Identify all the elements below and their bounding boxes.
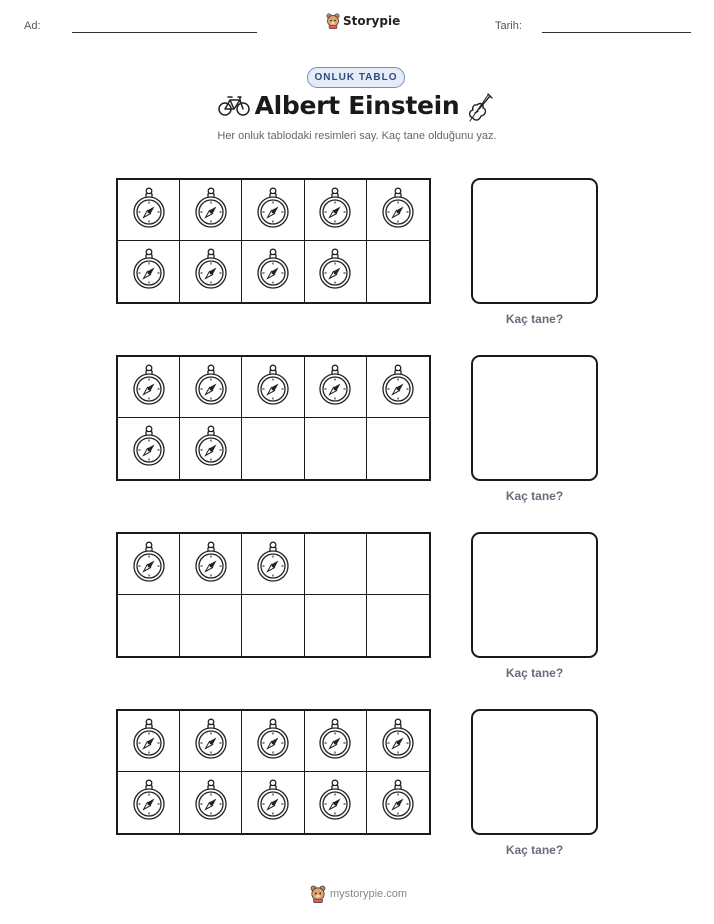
ten-frame	[116, 178, 431, 304]
ten-frame-cell	[305, 772, 367, 833]
bear-mascot-icon	[310, 885, 326, 903]
compass-icon	[194, 541, 228, 588]
ten-frame-cell	[367, 357, 429, 418]
compass-icon	[132, 187, 166, 234]
brand-logo	[326, 13, 400, 29]
ten-frame-cell	[242, 534, 304, 595]
compass-icon	[256, 187, 290, 234]
compass-icon	[132, 718, 166, 765]
name-line[interactable]	[72, 32, 257, 33]
ten-frame-cell	[180, 711, 242, 772]
compass-icon	[381, 779, 415, 826]
compass-icon	[256, 364, 290, 411]
ten-frame-cell	[118, 534, 180, 595]
compass-icon	[132, 248, 166, 295]
ten-frame-cell	[305, 595, 367, 656]
ten-frame-cell	[180, 772, 242, 833]
ten-frame-cell	[305, 711, 367, 772]
compass-icon	[256, 779, 290, 826]
compass-icon	[132, 364, 166, 411]
ten-frame-cell	[180, 595, 242, 656]
compass-icon	[318, 187, 352, 234]
answer-label: Kaç tane?	[505, 312, 564, 326]
ten-frame-cell	[242, 711, 304, 772]
ten-frame	[116, 532, 431, 658]
compass-icon	[381, 187, 415, 234]
compass-icon	[194, 425, 228, 472]
ten-frame-cell	[180, 534, 242, 595]
ten-frame-cell	[118, 180, 180, 241]
ten-frame-cell	[367, 772, 429, 833]
ten-frame-cell	[305, 534, 367, 595]
answer-box[interactable]	[471, 355, 598, 481]
ten-frame-cell	[367, 180, 429, 241]
compass-icon	[194, 248, 228, 295]
answer-box[interactable]	[471, 709, 598, 835]
ten-frame-cell	[367, 711, 429, 772]
ten-frame-cell	[305, 357, 367, 418]
compass-icon	[194, 187, 228, 234]
ten-frame-cell	[242, 357, 304, 418]
ten-frame-cell	[242, 418, 304, 479]
name-label: Ad:	[24, 20, 41, 32]
compass-icon	[318, 364, 352, 411]
ten-frame	[116, 355, 431, 481]
compass-icon	[381, 364, 415, 411]
answer-label: Kaç tane?	[505, 489, 564, 503]
compass-icon	[256, 718, 290, 765]
ten-frame-cell	[118, 595, 180, 656]
ten-frame-cell	[305, 241, 367, 302]
date-label: Tarih:	[495, 20, 522, 32]
compass-icon	[318, 718, 352, 765]
ten-frame-cell	[180, 418, 242, 479]
ten-frame-cell	[242, 241, 304, 302]
ten-frame-cell	[118, 241, 180, 302]
ten-frame	[116, 709, 431, 835]
answer-box[interactable]	[471, 178, 598, 304]
ten-frame-cell	[118, 772, 180, 833]
ten-frame-cell	[367, 241, 429, 302]
instructions: Her onluk tablodaki resimleri say. Kaç tane olduğunu yaz.	[217, 130, 497, 142]
ten-frame-cell	[242, 180, 304, 241]
compass-icon	[132, 779, 166, 826]
ten-frame-cell	[367, 534, 429, 595]
ten-frame-cell	[242, 595, 304, 656]
compass-icon	[256, 541, 290, 588]
bear-mascot-icon	[326, 13, 340, 29]
ten-frame-cell	[180, 357, 242, 418]
page-title: Albert Einstein	[254, 91, 460, 120]
compass-icon	[256, 248, 290, 295]
compass-icon	[132, 425, 166, 472]
compass-icon	[194, 718, 228, 765]
ten-frame-cell	[305, 180, 367, 241]
compass-icon	[132, 541, 166, 588]
compass-icon	[194, 779, 228, 826]
ten-frame-cell	[367, 595, 429, 656]
ten-frame-cell	[367, 418, 429, 479]
brand-name: Storypie	[343, 14, 401, 28]
compass-icon	[194, 364, 228, 411]
ten-frame-cell	[180, 241, 242, 302]
ten-frame-cell	[305, 418, 367, 479]
compass-icon	[381, 718, 415, 765]
violin-icon	[464, 92, 494, 124]
ten-frame-cell	[242, 772, 304, 833]
compass-icon	[318, 779, 352, 826]
ten-frame-cell	[118, 418, 180, 479]
footer-url: mystorypie.com	[330, 888, 408, 900]
answer-label: Kaç tane?	[505, 843, 564, 857]
date-line[interactable]	[542, 32, 691, 33]
answer-label: Kaç tane?	[505, 666, 564, 680]
footer	[310, 885, 407, 903]
ten-frame-cell	[118, 711, 180, 772]
compass-icon	[318, 248, 352, 295]
ten-frame-cell	[118, 357, 180, 418]
worksheet-type-badge: ONLUK TABLO	[307, 67, 405, 88]
answer-box[interactable]	[471, 532, 598, 658]
ten-frame-cell	[180, 180, 242, 241]
